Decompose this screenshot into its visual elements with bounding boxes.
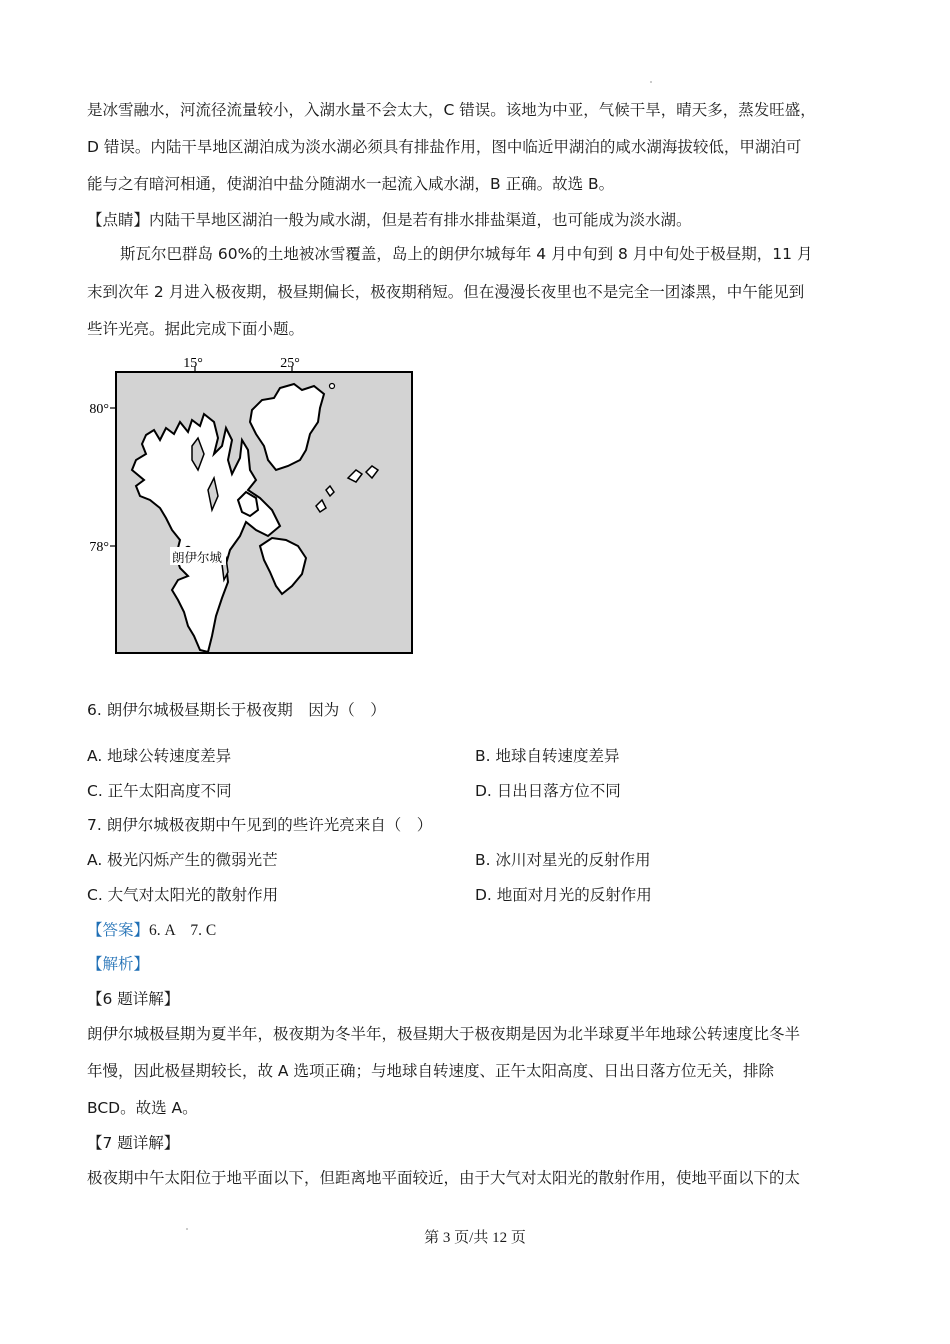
q7-stem: 7. 朗伊尔城极夜期中午见到的些许光亮来自（ ） xyxy=(87,816,433,834)
q6-option-c[interactable]: C. 正午太阳高度不同 xyxy=(87,782,232,800)
intro-line: 斯瓦尔巴群岛 60%的土地被冰雪覆盖，岛上的朗伊尔城每年 4 月中旬到 8 月中旬处于极昼期，11 月 xyxy=(120,245,813,263)
detail6-heading: 【6 题详解】 xyxy=(87,990,180,1008)
detail7-line: 极夜期中午太阳位于地平面以下，但距离地平面较近，由于大气对太阳光的散射作用，使地平面以下的太 xyxy=(87,1169,801,1187)
detail6-line: 年慢，因此极昼期较长，故 A 选项正确；与地球自转速度、正午太阳高度、日出日落方位无关，排除 xyxy=(87,1062,774,1080)
intro-line: 末到次年 2 月进入极夜期，极昼期偏长，极夜期稍短。但在漫漫长夜里也不是完全一团漆黑，中午能见到 xyxy=(87,283,805,301)
lon-label-25: 25° xyxy=(280,356,300,371)
city-label: 朗伊尔城 xyxy=(172,550,223,565)
answer-text: 6. A 7. C xyxy=(149,922,217,939)
svalbard-map xyxy=(80,350,420,660)
q6-option-d[interactable]: D. 日出日落方位不同 xyxy=(475,782,621,800)
q7-option-a[interactable]: A. 极光闪烁产生的微弱光芒 xyxy=(87,851,278,869)
lon-label-15: 15° xyxy=(183,356,203,371)
detail6-line: 朗伊尔城极昼期为夏半年，极夜期为冬半年，极昼期大于极夜期是因为北半球夏半年地球公转速度比冬半 xyxy=(87,1025,801,1043)
intro-line: 些许光亮。据此完成下面小题。 xyxy=(87,320,305,338)
detail7-heading: 【7 题详解】 xyxy=(87,1134,180,1152)
paragraph1-line: 能与之有暗河相通，使湖泊中盐分随湖水一起流入咸水湖，B 正确。故选 B。 xyxy=(87,175,615,193)
scan-speck xyxy=(650,81,652,83)
answer-label: 【答案】 xyxy=(87,921,150,939)
q6-option-a[interactable]: A. 地球公转速度差异 xyxy=(87,747,232,765)
paragraph1-line: 是冰雪融水，河流径流量较小，入湖水量不会太大，C 错误。该地为中亚，气候干旱，晴天多，蒸发旺盛， xyxy=(87,101,816,119)
page-footer: 第 3 页/共 12 页 xyxy=(424,1230,526,1246)
q7-option-b[interactable]: B. 冰川对星光的反射作用 xyxy=(475,851,651,869)
detail6-line: BCD。故选 A。 xyxy=(87,1099,198,1117)
q6-stem: 6. 朗伊尔城极昼期长于极夜期 因为（ ） xyxy=(87,701,386,719)
q6-option-b[interactable]: B. 地球自转速度差异 xyxy=(475,747,620,765)
answer-row xyxy=(87,919,216,942)
analysis-label: 【解析】 xyxy=(87,955,150,973)
small-island xyxy=(330,384,335,389)
lat-label-80: 80° xyxy=(89,402,109,417)
q7-option-c[interactable]: C. 大气对太阳光的散射作用 xyxy=(87,886,279,904)
lat-label-78: 78° xyxy=(89,540,109,555)
paragraph1-line: D 错误。内陆干旱地区湖泊成为淡水湖必须具有排盐作用，图中临近甲湖泊的咸水湖海拔较低，甲湖泊可 xyxy=(87,138,802,156)
tip-text: 【点睛】内陆干旱地区湖泊一般为咸水湖，但是若有排水排盐渠道，也可能成为淡水湖。 xyxy=(87,211,692,229)
q7-option-d[interactable]: D. 地面对月光的反射作用 xyxy=(475,886,652,904)
